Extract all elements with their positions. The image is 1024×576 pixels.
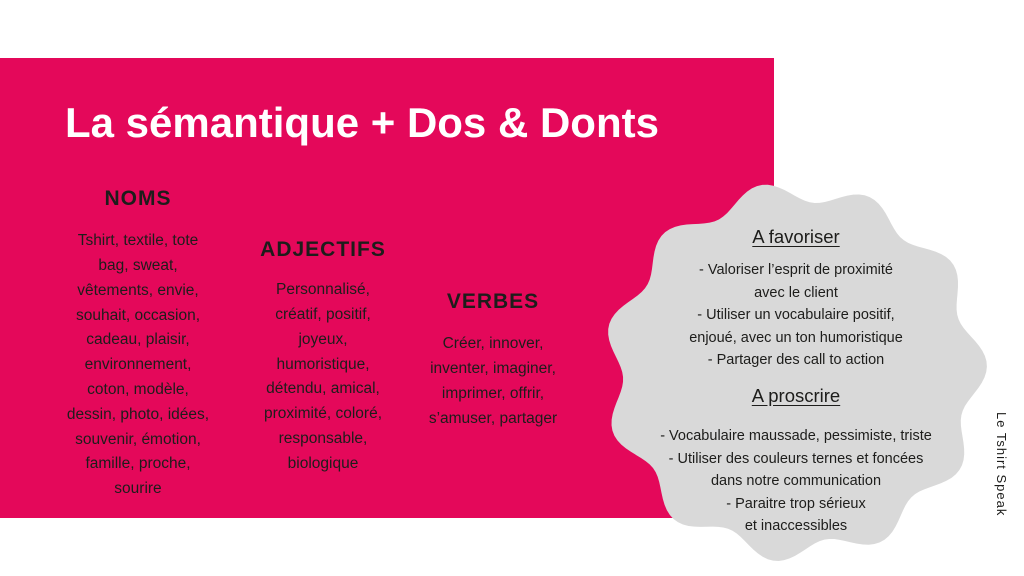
adjectifs-list: [238, 278, 408, 476]
verbes-heading: VERBES: [446, 290, 540, 313]
noms-line: bag, sweat,: [98, 256, 178, 274]
adjectifs-line: responsable,: [278, 429, 368, 447]
adjectifs-line: créatif, positif,: [275, 305, 371, 323]
adjectifs-column: [238, 237, 408, 477]
favoriser-line: - Partager des call to action: [707, 352, 885, 368]
noms-list: [48, 229, 228, 502]
verbes-list: [408, 332, 578, 431]
proscrire-line: - Utiliser des couleurs ternes et foncées: [668, 450, 924, 467]
noms-line: cadeau, plaisir,: [86, 331, 190, 349]
noms-line: coton, modèle,: [87, 380, 189, 398]
adjectifs-line: joyeux,: [298, 330, 348, 348]
favoriser-list: [620, 259, 972, 372]
proscrire-list: [620, 425, 972, 538]
adjectifs-heading: ADJECTIFS: [260, 238, 386, 261]
adjectifs-line: humoristique,: [276, 355, 370, 373]
proscrire-line: et inaccessibles: [744, 518, 848, 534]
favoriser-heading: A favoriser: [752, 226, 840, 247]
noms-column: [48, 186, 228, 502]
slide-title: La sémantique + Dos & Donts: [65, 99, 659, 146]
verbes-line: inventer, imaginer,: [430, 359, 556, 377]
noms-line: vêtements, envie,: [77, 281, 199, 299]
proscrire-heading: A proscrire: [751, 385, 841, 406]
favoriser-line: avec le client: [754, 284, 838, 301]
noms-heading: NOMS: [104, 187, 172, 210]
noms-line: souhait, occasion,: [75, 306, 201, 324]
noms-line: sourire: [114, 480, 162, 498]
noms-line: Tshirt, textile, tote: [77, 232, 199, 250]
adjectifs-line: proximité, coloré,: [263, 405, 382, 423]
proscrire-line: - Vocabulaire maussade, pessimiste, triste: [660, 428, 932, 444]
noms-line: environnement,: [84, 356, 192, 374]
adjectifs-line: détendu, amical,: [266, 380, 380, 398]
adjectifs-line: Personnalisé,: [276, 281, 370, 299]
proscrire-line: - Paraitre trop sérieux: [726, 495, 866, 512]
noms-line: famille, proche,: [85, 455, 191, 473]
brand-label: Le Tshirt Speak: [994, 412, 1009, 517]
verbes-line: s’amuser, partager: [428, 409, 558, 427]
favoriser-line: enjoué, avec un ton humoristique: [689, 329, 903, 346]
noms-line: souvenir, émotion,: [75, 430, 201, 448]
favoriser-line: - Utiliser un vocabulaire positif,: [697, 307, 895, 323]
verbes-line: imprimer, offrir,: [441, 384, 545, 402]
adjectifs-line: biologique: [287, 454, 359, 472]
verbes-line: Créer, innover,: [442, 335, 544, 353]
favoriser-line: - Valoriser l’esprit de proximité: [699, 262, 893, 278]
proscrire-line: dans notre communication: [710, 473, 882, 489]
noms-line: dessin, photo, idées,: [66, 405, 210, 423]
verbes-column: [408, 289, 578, 431]
